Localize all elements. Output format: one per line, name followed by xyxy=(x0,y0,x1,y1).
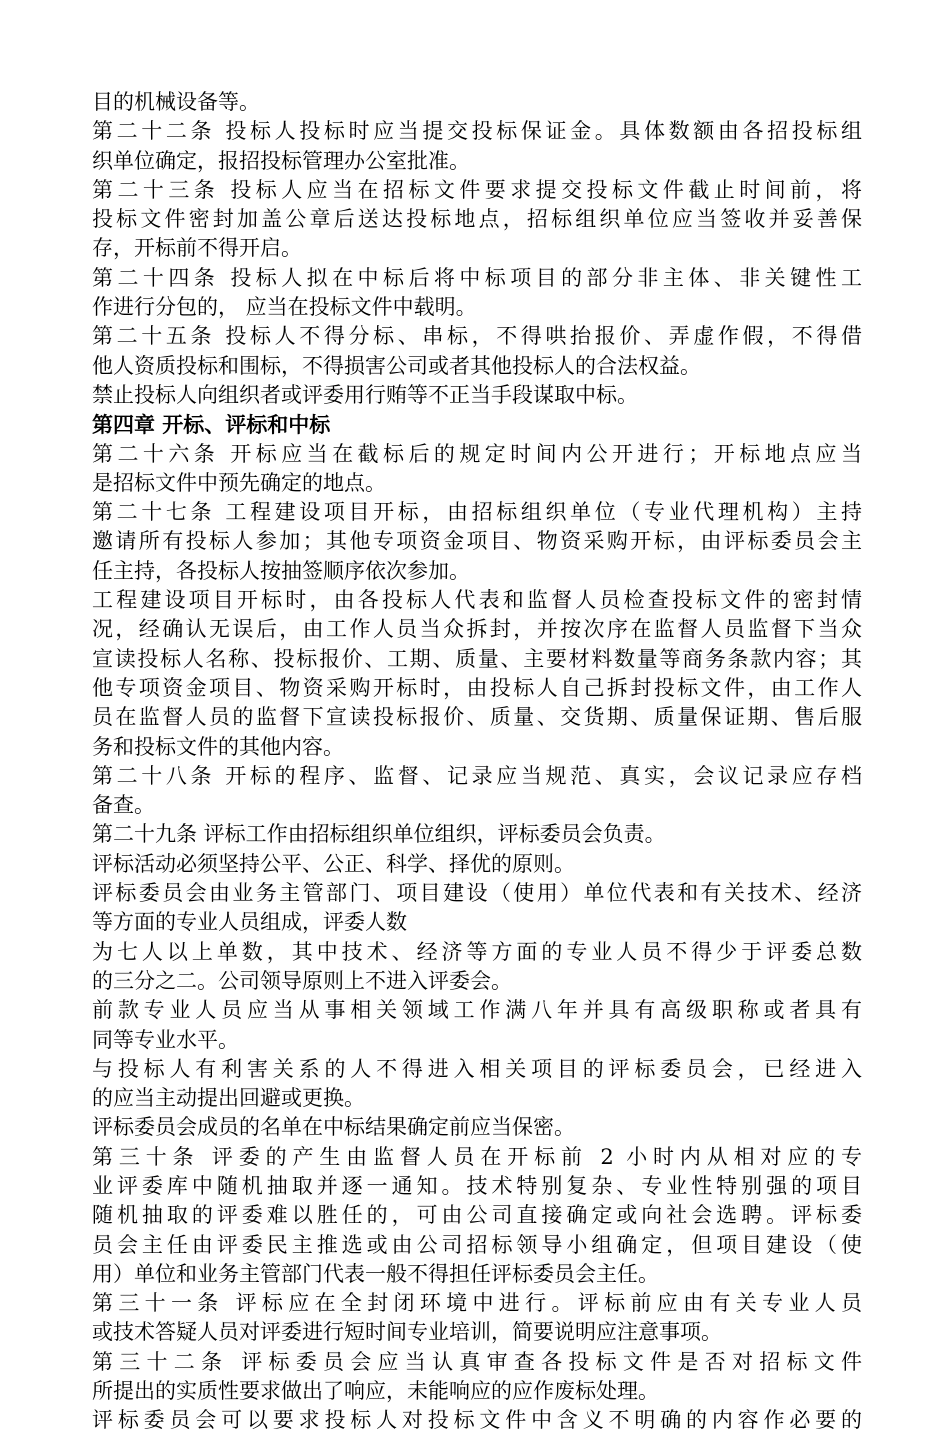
text-line: 是招标文件中预先确定的地点。 xyxy=(92,470,386,495)
text-line: 作进行分包的， 应当在投标文件中载明。 xyxy=(92,295,477,320)
article-31-line: 第三十一条 评标应在全封闭环境中进行。评标前应由有关专业人员 xyxy=(92,1291,862,1316)
text-line: 目的机械设备等。 xyxy=(92,90,260,114)
article-24-line: 第二十四条 投标人拟在中标后将中标项目的部分非主体、非关键性工 xyxy=(92,265,862,290)
text-line: 为七人以上单数，其中技术、经济等方面的专业人员不得少于评委总数 xyxy=(92,939,862,964)
article-27-line: 第二十七条 工程建设项目开标，由招标组织单位（专业代理机构）主持 xyxy=(92,500,862,525)
text-line: 评标委员会成员的名单在中标结果确定前应当保密。 xyxy=(92,1115,575,1140)
text-line: 投标文件密封加盖公章后送达投标地点，招标组织单位应当签收并妥善保 xyxy=(92,207,862,232)
chapter-heading: 第四章 开标、评标和中标 xyxy=(92,412,331,438)
text-line: 评标活动必须坚持公平、公正、科学、择优的原则。 xyxy=(92,851,575,876)
article-30-line: 第三十条 评委的产生由监督人员在开标前 2 小时内从相对应的专 xyxy=(92,1144,862,1169)
text-line: 他专项资金项目、物资采购开标时，由投标人自己拆封投标文件，由工作人 xyxy=(92,675,862,700)
text-line: 存，开标前不得开启。 xyxy=(92,236,302,261)
text-line: 况，经确认无误后，由工作人员当众拆封，并按次序在监督人员监督下当众 xyxy=(92,617,862,642)
text-line: 评标委员会由业务主管部门、项目建设（使用）单位代表和有关技术、经济 xyxy=(92,881,862,906)
article-26-line: 第二十六条 开标应当在截标后的规定时间内公开进行；开标地点应当 xyxy=(92,441,862,466)
text-line: 业评委库中随机抽取并逐一通知。技术特别复杂、专业性特别强的项目 xyxy=(92,1173,862,1198)
text-line: 禁止投标人向组织者或评委用行贿等不正当手段谋取中标。 xyxy=(92,382,638,407)
text-line: 的应当主动提出回避或更换。 xyxy=(92,1086,365,1111)
text-line: 备查。 xyxy=(92,793,155,818)
article-28-line: 第二十八条 开标的程序、监督、记录应当规范、真实，会议记录应存档 xyxy=(92,763,862,788)
text-line: 与投标人有利害关系的人不得进入相关项目的评标委员会，已经进入 xyxy=(92,1056,862,1081)
text-line: 织单位确定，报招投标管理办公室批准。 xyxy=(92,148,470,173)
text-line: 宣读投标人名称、投标报价、工期、质量、主要材料数量等商务条款内容；其 xyxy=(92,646,862,671)
article-22-line: 第二十二条 投标人投标时应当提交投标保证金。具体数额由各招投标组 xyxy=(92,119,862,144)
text-line: 等方面的专业人员组成，评委人数 xyxy=(92,910,407,935)
article-32-line: 第三十二条 评标委员会应当认真审查各投标文件是否对招标文件 xyxy=(92,1349,862,1374)
text-line: 同等专业水平。 xyxy=(92,1027,239,1052)
text-line: 员在监督人员的监督下宣读投标报价、质量、交货期、质量保证期、售后服 xyxy=(92,705,862,730)
article-23-line: 第二十三条 投标人应当在招标文件要求提交投标文件截止时间前，将 xyxy=(92,177,862,202)
text-line: 员会主任由评委民主推选或由公司招标领导小组确定，但项目建设（使 xyxy=(92,1232,862,1257)
text-line: 或技术答疑人员对评委进行短时间专业培训，简要说明应注意事项。 xyxy=(92,1320,722,1345)
text-line: 务和投标文件的其他内容。 xyxy=(92,734,344,759)
article-25-line: 第二十五条 投标人不得分标、串标，不得哄抬报价、弄虚作假，不得借 xyxy=(92,324,862,349)
text-line: 随机抽取的评委难以胜任的，可由公司直接确定或向社会选聘。评标委 xyxy=(92,1203,862,1228)
document-page xyxy=(92,88,862,1436)
text-line: 他人资质投标和围标，不得损害公司或者其他投标人的合法权益。 xyxy=(92,353,701,378)
text-line: 工程建设项目开标时，由各投标人代表和监督人员检查投标文件的密封情 xyxy=(92,588,862,613)
text-line: 所提出的实质性要求做出了响应，未能响应的应作废标处理。 xyxy=(92,1379,659,1404)
text-line: 的三分之二。公司领导原则上不进入评委会。 xyxy=(92,968,512,993)
text-line: 用）单位和业务主管部门代表一般不得担任评标委员会主任。 xyxy=(92,1261,659,1286)
text-line: 任主持，各投标人按抽签顺序依次参加。 xyxy=(92,558,470,583)
text-line: 邀请所有投标人参加；其他专项资金项目、物资采购开标，由评标委员会主 xyxy=(92,529,862,554)
text-line: 前款专业人员应当从事相关领域工作满八年并具有高级职称或者具有 xyxy=(92,998,862,1023)
text-line: 评标委员会可以要求投标人对投标文件中含义不明确的内容作必要的 xyxy=(92,1408,862,1433)
article-29-line: 第二十九条 评标工作由招标组织单位组织，评标委员会负责。 xyxy=(92,822,666,847)
